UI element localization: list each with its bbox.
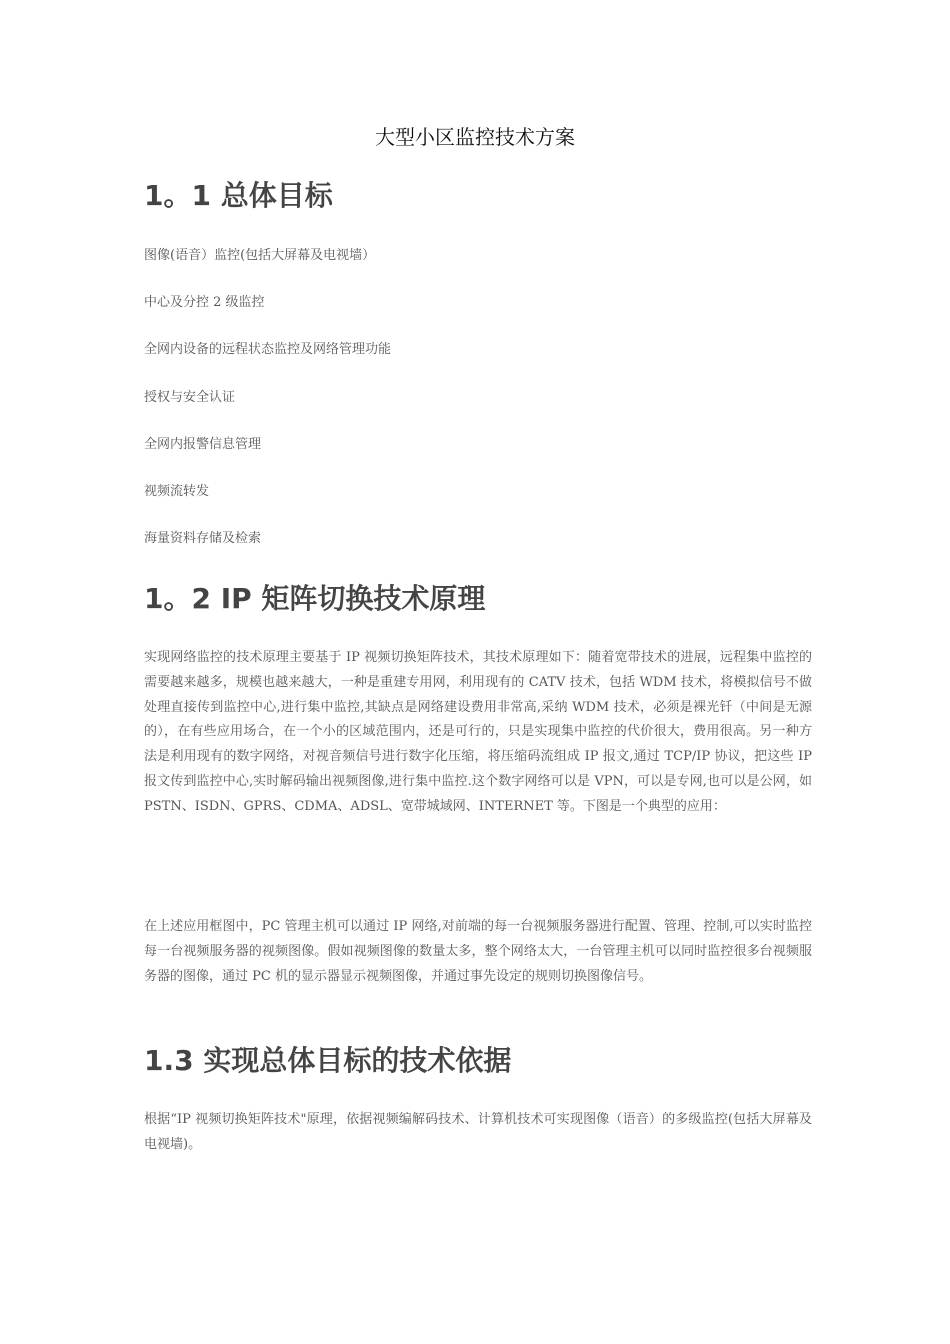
goal-item: 全网内设备的远程状态监控及网络管理功能 <box>144 342 392 357</box>
section-heading-technical-basis: 1.3 实现总体目标的技术依据 <box>144 1044 512 1077</box>
goal-item: 授权与安全认证 <box>144 390 236 405</box>
goal-item: 海量资料存储及检索 <box>144 531 262 546</box>
paragraph-technical-basis: 根据“IP 视频切换矩阵技术"原理，依据视频编解码技术、计算机技术可实现图像（语音）的多级监控(包括大屏幕及电视墙)。 <box>144 1112 812 1152</box>
goal-item: 全网内报警信息管理 <box>144 437 262 452</box>
section-heading-ip-matrix: 1。2 IP 矩阵切换技术原理 <box>144 582 486 615</box>
paragraph-ip-matrix-principle: 实现网络监控的技术原理主要基于 IP 视频切换矩阵技术，其技术原理如下：随着宽带技术的进展，远程集中监控的需要越来越多，规模也越来越大，一种是重建专用网，利用现有的 CATV 技术，包括 WDM 技术，将模拟信号不做处理直接传到监控中心,进行集中监控,其缺点是网络建设费用非常高,采纳 WDM 技术，必须是裸光钎（中间是无源的），在有些应用场合，在一个小的区域范围内，还是可行的，只是实现集中监控的代价很大，费用很高。另一种方法是利用现有的数字网络，对视音频信号进行数字化压缩，将压缩码流组成 IP 报文,通过 TCP/IP 协议，把这些 IP 报文传到监控中心,实时解码输出视频图像,进行集中监控.这个数字网络可以是 VPN，可以是专网,也可以是公网，如 PSTN、ISDN、GPRS、CDMA、ADSL、宽带城域网、INTERNET 等。下图是一个典型的应用： <box>144 650 812 814</box>
goal-item: 图像(语音）监控(包括大屏幕及电视墙） <box>144 248 376 263</box>
goal-item: 中心及分控 2 级监控 <box>144 295 265 310</box>
goal-item: 视频流转发 <box>144 484 210 499</box>
document-title: 大型小区监控技术方案 <box>375 125 575 149</box>
paragraph-application-diagram: 在上述应用框图中，PC 管理主机可以通过 IP 网络,对前端的每一台视频服务器进行配置、管理、控制,可以实时监控每一台视频服务器的视频图像。假如视频图像的数量太多，整个网络太大，一台管理主机可以同时监控很多台视频服务器的图像，通过 PC 机的显示器显示视频图像，并通过事先设定的规则切换图像信号。 <box>144 919 812 984</box>
section-heading-overall-goals: 1。1 总体目标 <box>144 179 333 212</box>
